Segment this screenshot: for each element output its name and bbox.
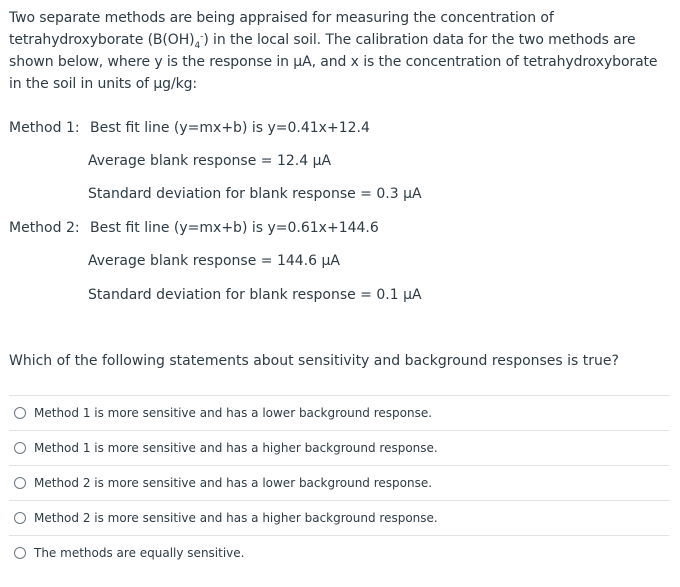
method-2-blank-average: Average blank response = 144.6 µA (88, 253, 340, 269)
method-1-blank-average: Average blank response = 12.4 µA (88, 153, 332, 169)
method-2-fit: Best fit line (y=mx+b) is y=0.61x+144.6 (90, 220, 379, 236)
answer-label[interactable]: The methods are equally sensitive. (34, 546, 245, 560)
intro-superscript: - (200, 31, 204, 42)
radio-button-icon[interactable] (14, 547, 26, 559)
radio-button-icon[interactable] (14, 477, 26, 489)
intro-text-part1: Two separate methods are being appraised for measuring the concentration of tetrahydroxyborate (B(OH) (9, 10, 554, 48)
radio-button-icon[interactable] (14, 512, 26, 524)
answer-option-5[interactable] (9, 535, 669, 570)
method-1-label: Method 1: (9, 120, 80, 136)
answer-option-3[interactable] (9, 465, 669, 500)
method-2-fit-row (9, 219, 379, 237)
answer-option-4[interactable] (9, 500, 669, 535)
question-text: Which of the following statements about sensitivity and background responses is true? (9, 353, 619, 369)
method-1-fit: Best fit line (y=mx+b) is y=0.41x+12.4 (90, 120, 370, 136)
answer-label[interactable]: Method 1 is more sensitive and has a higher background response. (34, 441, 438, 455)
method-2-label: Method 2: (9, 220, 80, 236)
answer-option-2[interactable] (9, 430, 669, 465)
question-intro (9, 7, 673, 95)
intro-subscript: 4 (194, 40, 201, 51)
radio-button-icon[interactable] (14, 442, 26, 454)
answer-label[interactable]: Method 1 is more sensitive and has a lower background response. (34, 406, 433, 420)
answer-label[interactable]: Method 2 is more sensitive and has a higher background response. (34, 511, 438, 525)
method-2-blank-sd: Standard deviation for blank response = 0.1 µA (88, 287, 422, 303)
answer-option-1[interactable] (9, 395, 669, 430)
method-1-fit-row (9, 119, 370, 137)
intro-text-part2: ) in the local soil. The calibration data for the two methods are shown below, where y is the response in µA, and x is the concentration of tetrahydroxyborate in the soil in units of µg/kg: (9, 32, 658, 92)
answer-label[interactable]: Method 2 is more sensitive and has a lower background response. (34, 476, 433, 490)
radio-button-icon[interactable] (14, 407, 26, 419)
method-1-blank-sd: Standard deviation for blank response = 0.3 µA (88, 186, 422, 202)
answer-list (9, 395, 669, 570)
